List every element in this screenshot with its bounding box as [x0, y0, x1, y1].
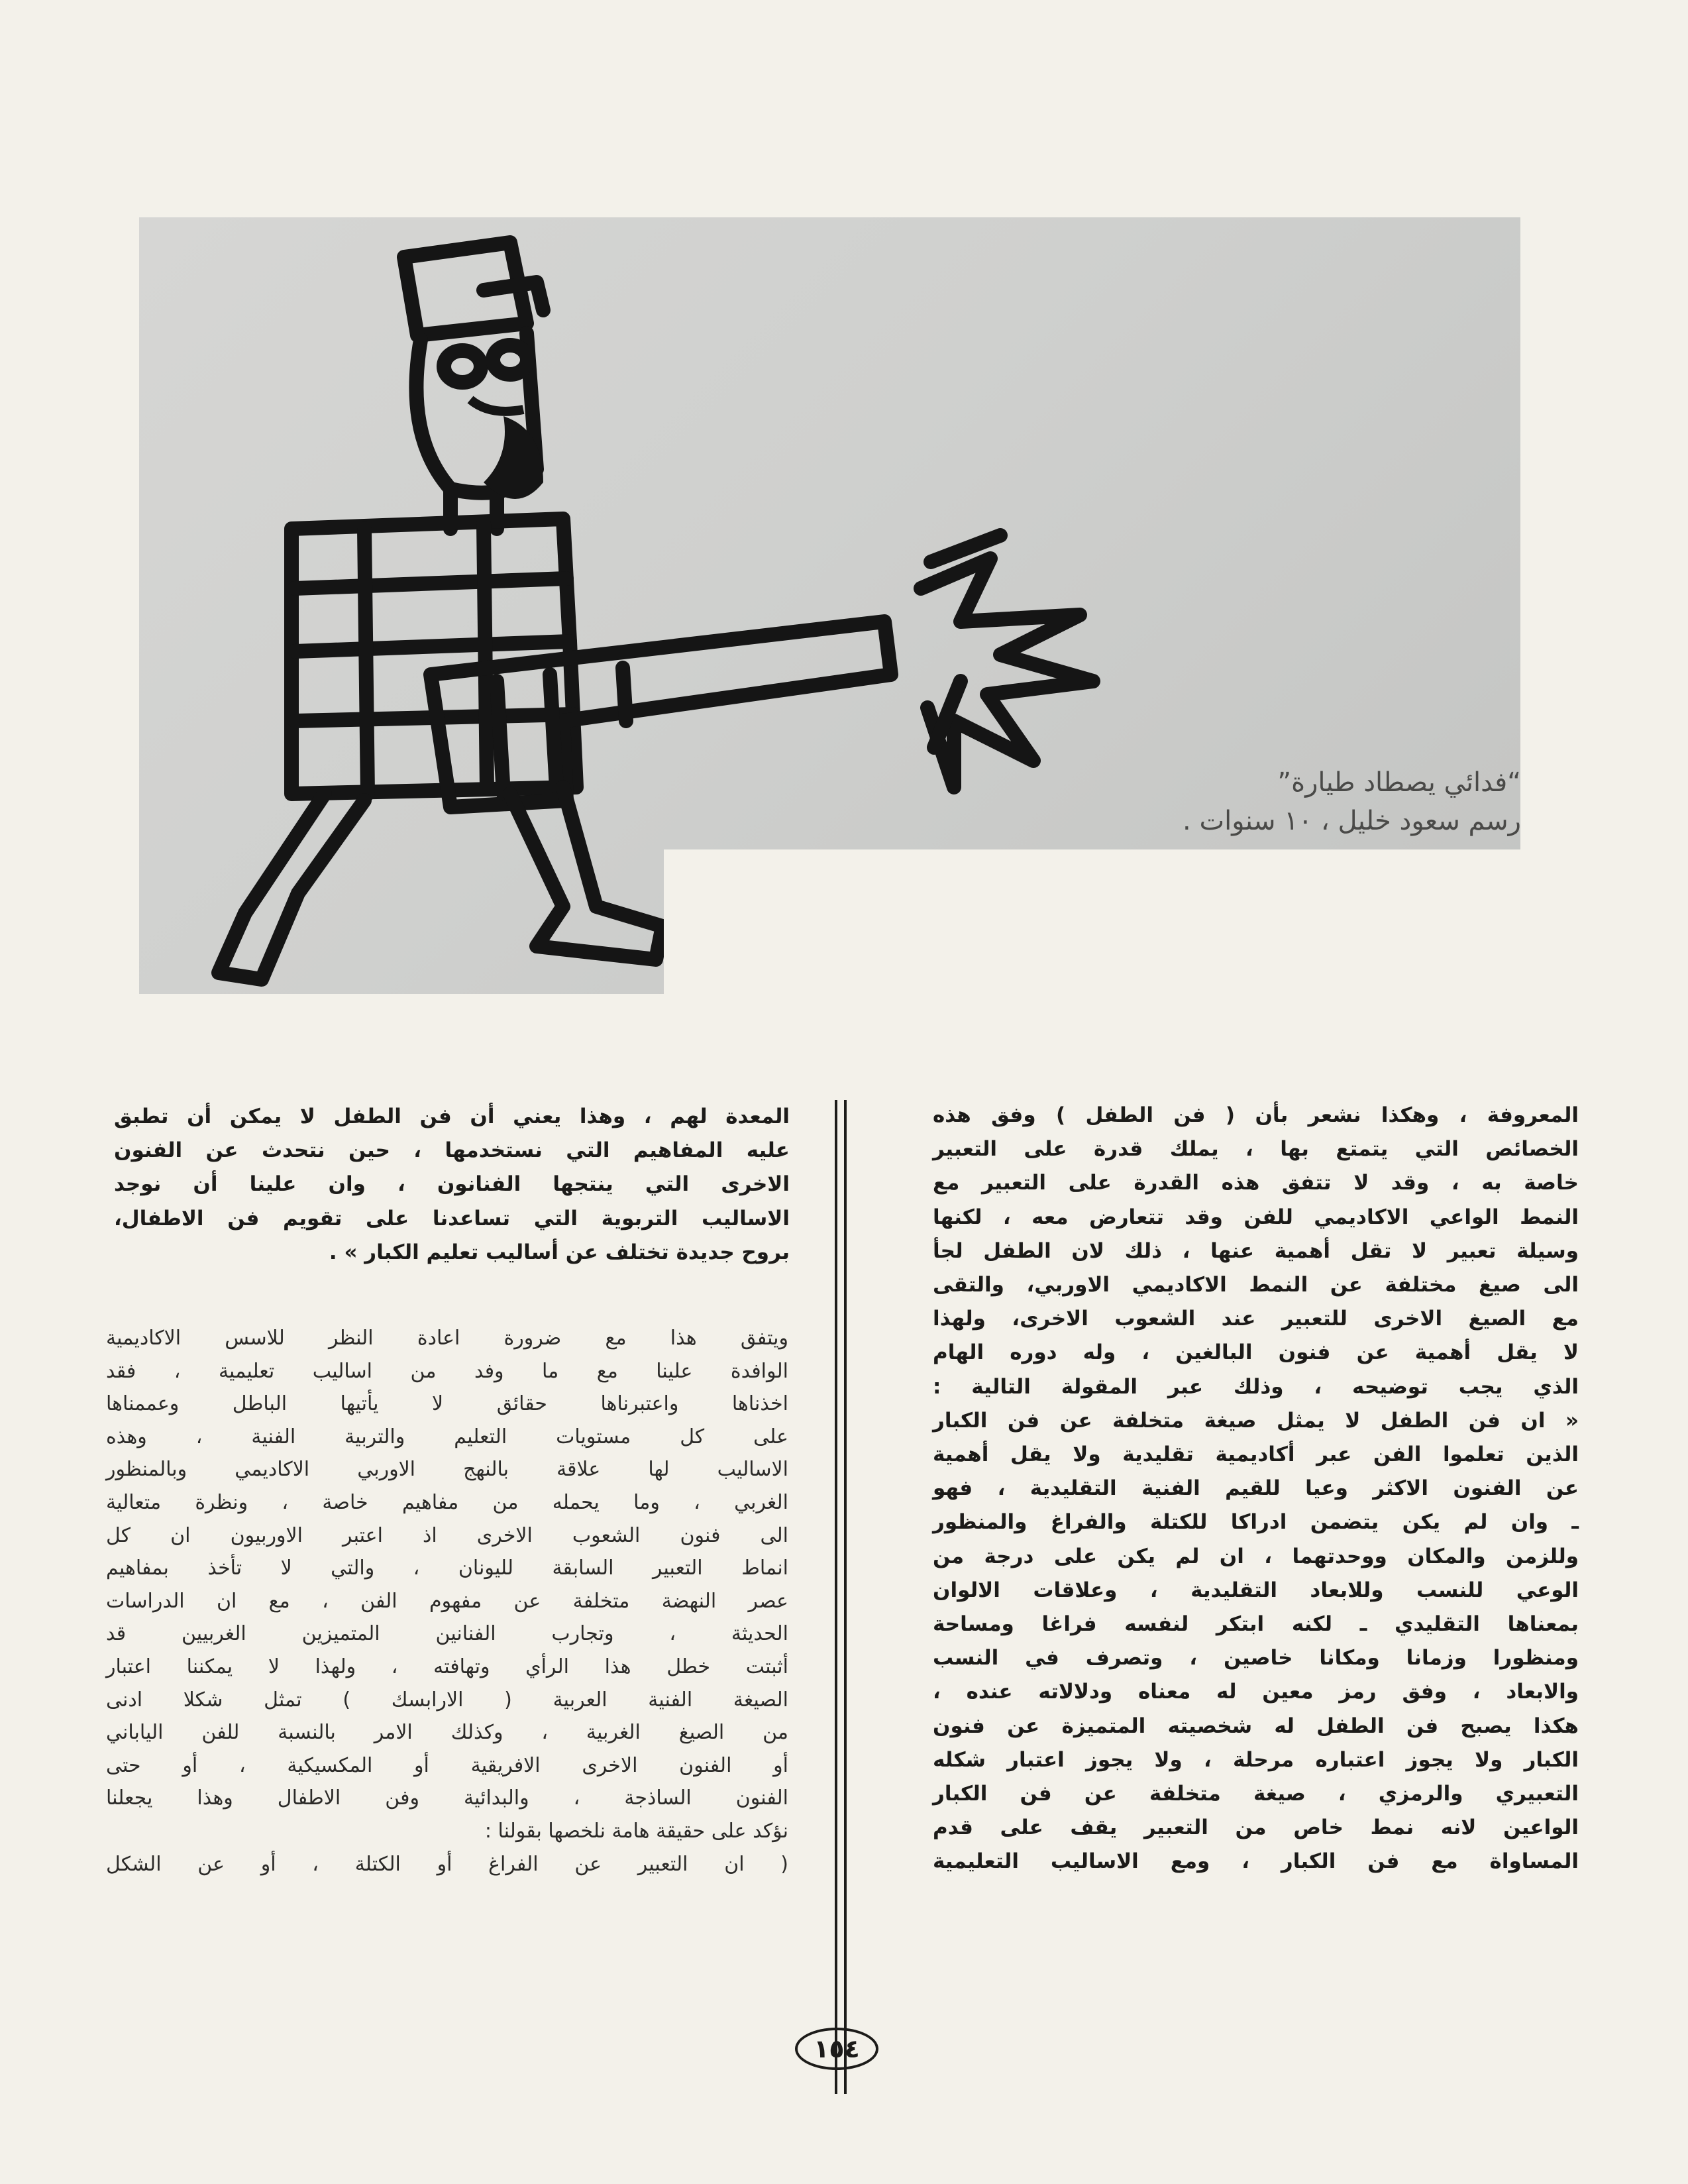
text-line: عن الفنون الاكثر وعيا للقيم الفنية التقليدية ، فهو: [933, 1476, 1579, 1501]
text-line: الوافدة علينا مع ما وفد من اساليب تعليمية ، فقد: [106, 1359, 788, 1383]
column-divider: [835, 1100, 847, 2094]
text-line: والابعاد ، وفق رمز معين له معناه ودلالاته عنده ،: [933, 1680, 1579, 1704]
text-line: الى فنون الشعوب الاخرى اذ اعتبر الاوربيون ان كل: [106, 1523, 788, 1547]
text-line: بروح جديدة تختلف عن أساليب تعليم الكبار » .: [329, 1240, 790, 1264]
text-line: نؤكد على حقيقة هامة نلخصها بقولنا :: [484, 1819, 788, 1843]
text-line: « ان فن الطفل لا يمثل صيغة متخلفة عن فن الكبار: [933, 1408, 1579, 1433]
text-line: الاساليب لها علاقة بالنهج الاوربي الاكاديمي وبالمنظور: [106, 1458, 788, 1482]
text-line: مع الصيغ الاخرى للتعبير عند الشعوب الاخرى، ولهذا: [933, 1307, 1579, 1331]
text-line: أو الفنون الاخرى الافريقية أو المكسيكية ، أو حتى: [106, 1753, 788, 1777]
text-line: الصيغة الفنية العربية ( الارابسك ) تمثل شكلا ادنى: [106, 1688, 788, 1712]
text-line: الواعين لانه نمط خاص من التعبير يقف على قدم: [933, 1816, 1579, 1840]
caption-title: “فدائي يصطاد طيارة”: [1277, 767, 1521, 798]
photo-caption: [991, 763, 1521, 840]
caption-credit: رسم سعود خليل ، ١٠ سنوات .: [1183, 806, 1521, 836]
text-line: الكبار ولا يجوز اعتباره مرحلة ، ولا يجوز اعتبار شكله: [933, 1747, 1579, 1772]
text-line: الاساليب التربوية التي تساعدنا على تقويم فن الاطفال،: [114, 1206, 790, 1230]
text-line: خاصة به ، وقد لا تتفق هذه القدرة على التعبير مع: [933, 1171, 1579, 1195]
text-line: الاخرى التي ينتجها الفنانون ، وان علينا أن نوجد: [114, 1172, 790, 1197]
left-column-bottom-text: [106, 1322, 788, 1881]
text-line: أثبتت خطل هذا الرأي وتهافته ، ولهذا لا يمكننا اعتبار: [106, 1655, 788, 1678]
text-line: التعبيري والرمزي ، صيغة متخلفة عن فن الكبار: [933, 1782, 1579, 1806]
text-line: هكذا يصبح فن الطفل له شخصيته المتميزة عن فنون: [933, 1714, 1579, 1738]
text-line: النمط الواعي الاكاديمي للفن وقد تتعارض معه ، لكنها: [933, 1205, 1579, 1229]
right-column-text: [933, 1099, 1579, 1879]
text-line: ويتفق هذا مع ضرورة اعادة النظر للاسس الاكاديمية: [106, 1327, 788, 1350]
text-line: الفنون الساذجة ، والبدائية وفن الاطفال وهذا يجعلنا: [106, 1786, 788, 1810]
text-line: المعدة لهم ، وهذا يعني أن فن الطفل لا يمكن أن تطبق: [114, 1105, 790, 1128]
text-line: المساواة مع فن الكبار ، ومع الاساليب التعليمية: [933, 1849, 1579, 1874]
text-line: الى صيغ مختلفة عن النمط الاكاديمي الاوربي، والتقى: [933, 1273, 1579, 1297]
photo-notch: [664, 849, 1525, 1002]
text-line: من الصيغ الغربية ، وكذلك الامر بالنسبة للفن الياباني: [106, 1721, 788, 1745]
page-number: ١٥٤: [795, 2028, 878, 2070]
text-line: الوعي للنسب وللابعاد التقليدية ، وعلاقات الالوان: [933, 1578, 1579, 1602]
text-line: ـ وان لم يكن يتضمن ادراكا للكتلة والفراغ والمنظور: [933, 1510, 1579, 1535]
text-line: بمعناها التقليدي ـ لكنه ابتكر لنفسه فراغا ومساحة: [933, 1612, 1579, 1637]
text-line: المعروفة ، وهكذا نشعر بأن ( فن الطفل ) وفق هذه: [933, 1103, 1579, 1127]
text-line: اخذناها واعتبرناها حقائق لا يأتيها الباطل وعممناها: [106, 1392, 788, 1416]
text-line: لا يقل أهمية عن فنون البالغين ، وله دوره الهام: [933, 1340, 1579, 1365]
text-line: الذين تعلموا الفن عبر أكاديمية تقليدية ولا يقل أهمية: [933, 1443, 1579, 1467]
text-line: الخصائص التي يتمتع بها ، يملك قدرة على التعبير: [933, 1137, 1579, 1162]
text-line: وسيلة تعبير لا تقل أهمية عنها ، ذلك لان الطفل لجأ: [933, 1238, 1579, 1263]
text-line: ومنظورا وزمانا ومكانا خاصين ، وتصرف في النسب: [933, 1646, 1579, 1670]
text-line: عليه المفاهيم التي نستخدمها ، حين نتحدث عن الفنون: [114, 1138, 790, 1163]
text-line: ( ان التعبير عن الفراغ أو الكتلة ، أو عن الشكل: [106, 1852, 788, 1876]
text-line: الحديثة ، وتجارب الفنانين المتميزين الغربيين قد: [106, 1622, 788, 1646]
text-line: الغربي ، وما يحمله من مفاهيم خاصة ، ونظرة متعالية: [106, 1490, 788, 1514]
text-line: انماط التعبير السابقة لليونان ، والتي لا تأخذ بمفاهيم: [106, 1556, 788, 1580]
left-column-top-text: [114, 1100, 790, 1270]
text-line: عصر النهضة متخلفة عن مفهوم الفن ، مع ان الدراسات: [106, 1589, 788, 1613]
text-line: وللزمن والمكان ووحدتهما ، ان لم يكن على درجة من: [933, 1544, 1579, 1568]
text-line: الذي يجب توضيحه ، وذلك عبر المقولة التالية :: [933, 1374, 1579, 1399]
text-line: على كل مستويات التعليم والتربية الفنية ، وهذه: [106, 1425, 788, 1448]
